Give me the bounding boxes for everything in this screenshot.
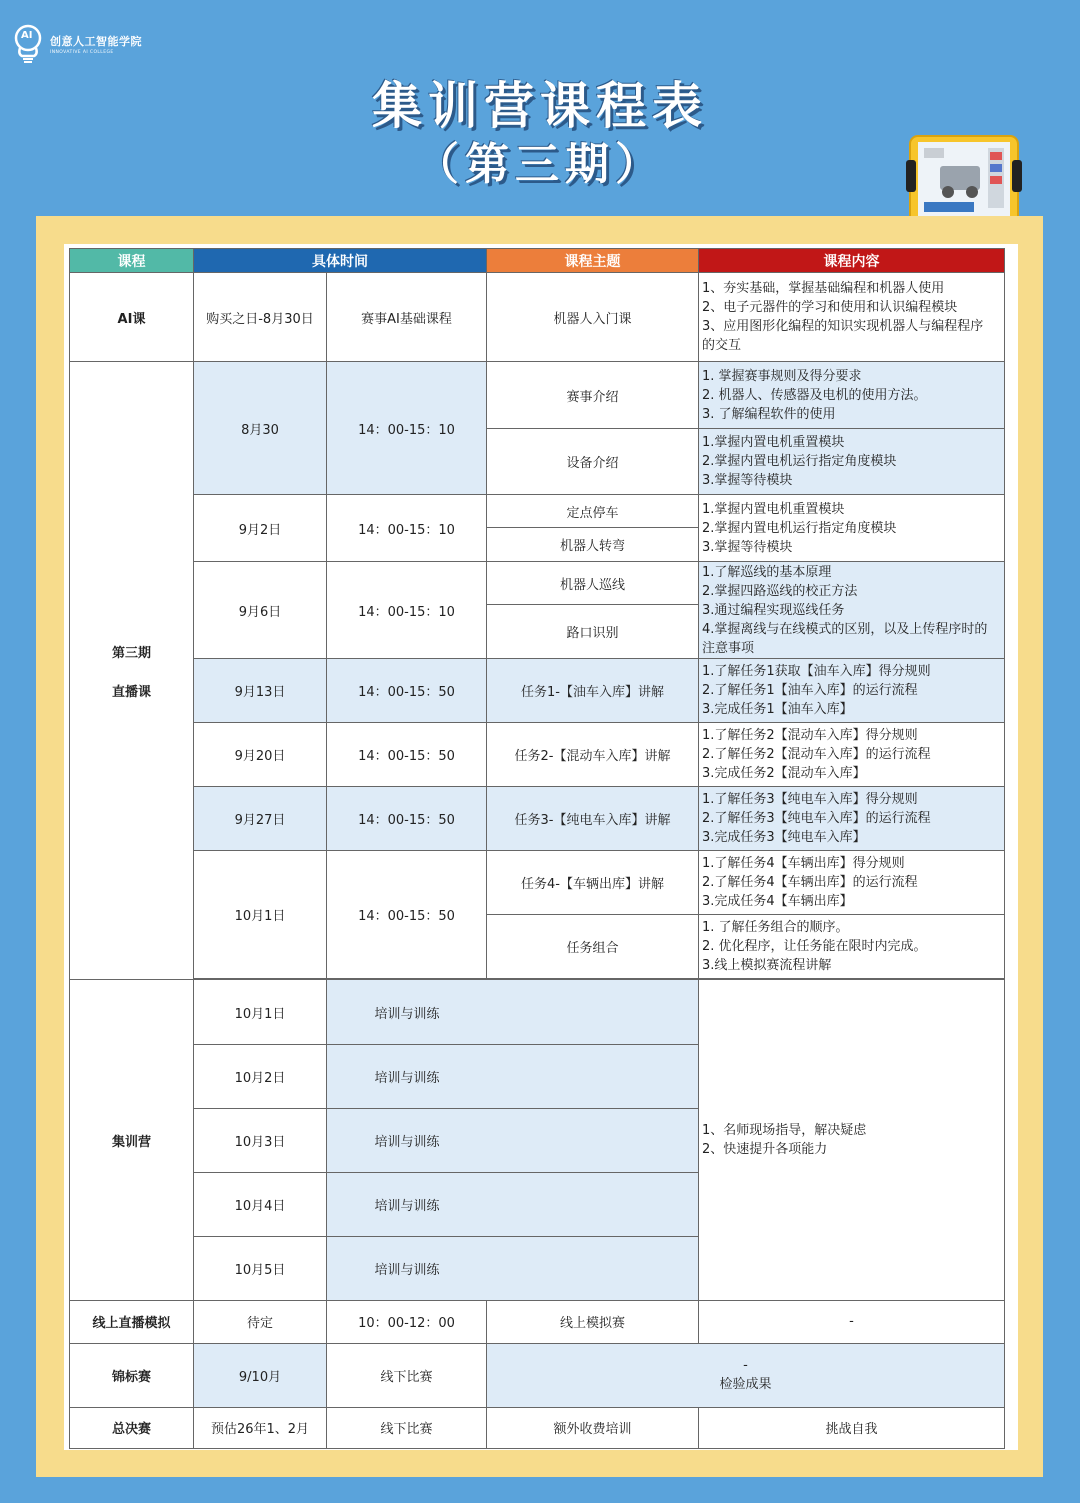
content-cell: 挑战自我 <box>699 1407 1005 1448</box>
header-course: 课程 <box>70 249 194 273</box>
date-cell: 9月2日 <box>194 495 327 562</box>
topic-cell: 任务3-【纯电车入库】讲解 <box>487 787 699 851</box>
logo-badge: AI <box>21 30 33 41</box>
date-cell: 8月30 <box>194 362 327 495</box>
table-row <box>70 362 1005 429</box>
time-cell: 线下比赛 <box>327 1343 487 1407</box>
topic-cell: 任务4-【车辆出库】讲解 <box>487 851 699 915</box>
page-subtitle: （第三期） <box>415 139 665 190</box>
topic-cell: 机器人转弯 <box>487 528 699 562</box>
date-cell: 10月4日 <box>194 1172 327 1236</box>
content-cell: 1. 了解任务组合的顺序。 2. 优化程序，让任务能在限时内完成。 3.线上模拟赛流程讲解 <box>699 915 1005 979</box>
date-cell: 10月2日 <box>194 1044 327 1108</box>
topic-cell: 任务组合 <box>487 915 699 979</box>
time-cell: 线下比赛 <box>327 1407 487 1448</box>
time-cell: 14：00-15：50 <box>327 851 487 979</box>
course-online: 线上直播模拟 <box>70 1300 194 1343</box>
header-content: 课程内容 <box>699 249 1005 273</box>
content-cell: 1.了解任务1获取【油车入库】得分规则 2.了解任务1【油车入库】的运行流程 3.完成任务1【油车入库】 <box>699 659 1005 723</box>
table-header-row <box>70 249 1005 273</box>
content-cell: 1、夯实基础，掌握基础编程和机器人使用 2、电子元器件的学习和使用和认识编程模块 3、应用图形化编程的知识实现机器人与编程程序 的交互 <box>699 273 1005 362</box>
topic-cell: 定点停车 <box>487 495 699 528</box>
table-row <box>70 1300 1005 1343</box>
table-row <box>70 787 1005 851</box>
topic-cell: 任务2-【混动车入库】讲解 <box>487 723 699 787</box>
logo-name: 创意人工智能学院 <box>50 35 142 48</box>
date-cell: 9月6日 <box>194 562 327 659</box>
time-cell: 14：00-15：10 <box>327 495 487 562</box>
time-cell: 14：00-15：10 <box>327 562 487 659</box>
date-cell: 10月1日 <box>194 851 327 979</box>
table-row <box>70 273 1005 362</box>
topic-cell: 机器人入门课 <box>487 273 699 362</box>
date-cell: 10月3日 <box>194 1108 327 1172</box>
logo-head-icon <box>14 24 44 64</box>
date-cell: 9月20日 <box>194 723 327 787</box>
logo-subtitle: INNOVATIVE AI COLLEGE <box>50 50 114 55</box>
topic-cell: 路口识别 <box>487 605 699 659</box>
topic-cell: 机器人巡线 <box>487 562 699 605</box>
page-title: 集训营课程表 <box>372 77 708 135</box>
header-topic: 课程主题 <box>487 249 699 273</box>
time-cell: 14：00-15：50 <box>327 723 487 787</box>
content-cell: 1.了解巡线的基本原理 2.掌握四路巡线的校正方法 3.通过编程实现巡线任务 4.掌握离线与在线模式的区别，以及上传程序时的 注意事项 <box>699 562 1005 659</box>
time-cell: 14：00-15：50 <box>327 787 487 851</box>
date-cell: 9/10月 <box>194 1343 327 1407</box>
content-cell: 1.了解任务3【纯电车入库】得分规则 2.了解任务3【纯电车入库】的运行流程 3.完成任务3【纯电车入库】 <box>699 787 1005 851</box>
date-cell: 10月1日 <box>194 980 327 1044</box>
date-cell: 9月27日 <box>194 787 327 851</box>
time-cell: 14：00-15：50 <box>327 659 487 723</box>
date-cell: 待定 <box>194 1300 327 1343</box>
content-cell: - <box>699 1300 1005 1343</box>
date-cell: 预估26年1、2月 <box>194 1407 327 1448</box>
course-final: 总决赛 <box>70 1407 194 1448</box>
date-cell: 9月13日 <box>194 659 327 723</box>
table-row <box>70 1343 1005 1407</box>
date-cell: 10月5日 <box>194 1236 327 1300</box>
content-cell: 1.了解任务4【车辆出库】得分规则 2.了解任务4【车辆出库】的运行流程 3.完成任务4【车辆出库】 <box>699 851 1005 915</box>
course-championship: 锦标赛 <box>70 1343 194 1407</box>
schedule-table <box>69 248 1005 1449</box>
course-camp: 集训营 <box>70 980 194 1300</box>
topic-cell: 额外收费培训 <box>487 1407 699 1448</box>
content-cell: 1.掌握内置电机重置模块 2.掌握内置电机运行指定角度模块 3.掌握等待模块 <box>699 429 1005 495</box>
table-row <box>70 723 1005 787</box>
topic-cell: 培训与训练 <box>327 1172 699 1236</box>
time-cell: 10：00-12：00 <box>327 1300 487 1343</box>
topic-cell: 培训与训练 <box>327 1108 699 1172</box>
course-ai: AI课 <box>70 273 194 362</box>
time-cell: 14：00-15：10 <box>327 362 487 495</box>
table-row <box>70 562 1005 605</box>
topic-cell: 培训与训练 <box>327 1236 699 1300</box>
table-row <box>70 495 1005 528</box>
course-live: 第三期 直播课 <box>70 362 194 980</box>
brand-logo <box>14 24 142 64</box>
topic-cell: 线上模拟赛 <box>487 1300 699 1343</box>
content-cell: 1.掌握内置电机重置模块 2.掌握内置电机运行指定角度模块 3.掌握等待模块 <box>699 495 1005 562</box>
table-row <box>70 980 1005 1044</box>
topic-cell: 赛事介绍 <box>487 362 699 429</box>
date-cell: 购买之日-8月30日 <box>194 273 327 362</box>
content-cell: - 检验成果 <box>487 1343 1005 1407</box>
header-time: 具体时间 <box>194 249 487 273</box>
table-row <box>70 1407 1005 1448</box>
content-cell: 1.了解任务2【混动车入库】得分规则 2.了解任务2【混动车入库】的运行流程 3.完成任务2【混动车入库】 <box>699 723 1005 787</box>
topic-cell: 设备介绍 <box>487 429 699 495</box>
time-cell: 赛事AI基础课程 <box>327 273 487 362</box>
content-cell: 1. 掌握赛事规则及得分要求 2. 机器人、传感器及电机的使用方法。 3. 了解编程软件的使用 <box>699 362 1005 429</box>
topic-cell: 培训与训练 <box>327 1044 699 1108</box>
topic-cell: 培训与训练 <box>327 980 699 1044</box>
content-cell: 1、名师现场指导，解决疑虑 2、快速提升各项能力 <box>699 980 1005 1300</box>
table-row <box>70 851 1005 915</box>
topic-cell: 任务1-【油车入库】讲解 <box>487 659 699 723</box>
robot-kit-box-icon <box>906 130 1022 228</box>
table-row <box>70 659 1005 723</box>
